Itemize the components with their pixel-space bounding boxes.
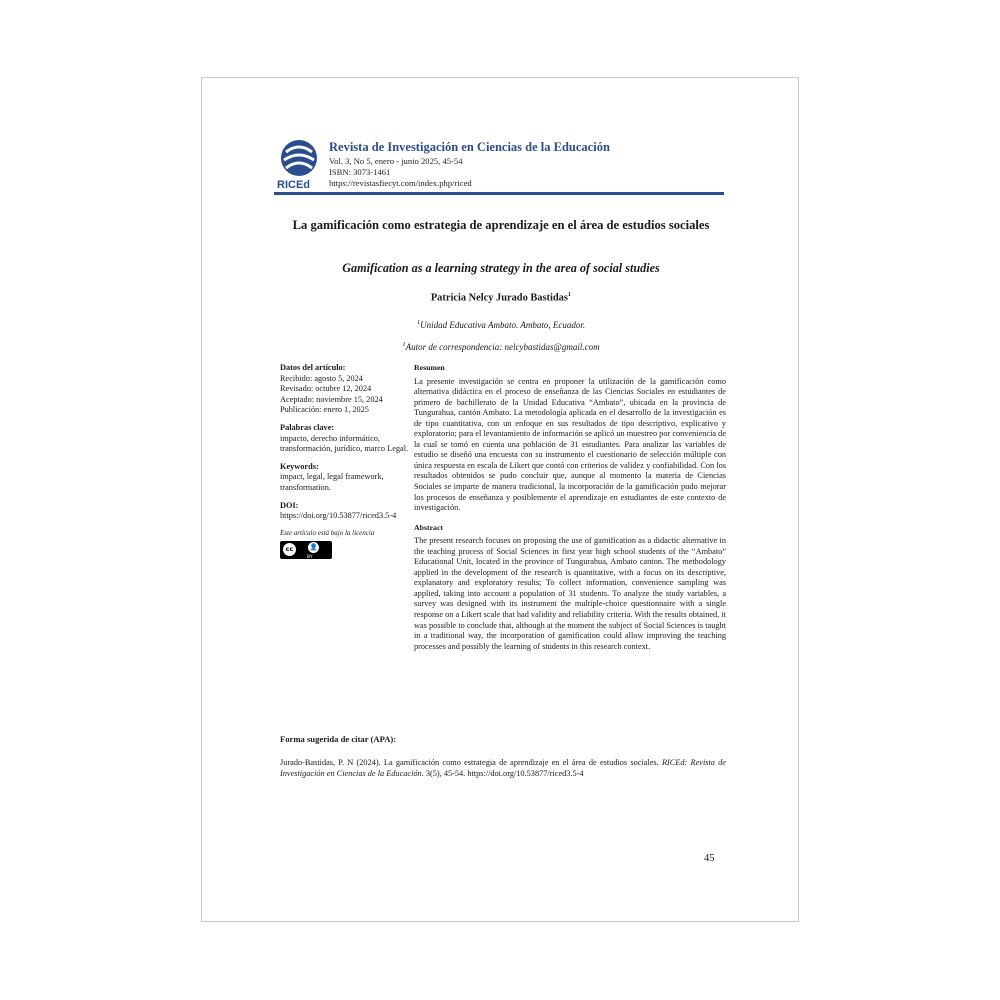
cc-by-license-badge[interactable] — [280, 541, 332, 559]
affiliation-superscript: 1 — [416, 319, 421, 326]
citation-heading: Forma sugerida de citar (APA): — [280, 734, 397, 744]
article-title-en: Gamification as a learning strategy in the area of social studies — [342, 261, 660, 275]
resumen-text: La presente investigación se centra en proponer la utilización de la gamificación como alternativa didáctica en el proceso de enseñanza de las Ciencias Sociales en estudiantes de primero de bachillerato de la Unidad Educativa “Ambato”, ubicada en la provincia de Tungurahua, cantón Ambato. La metodología aplicada en el desarrollo de la investigación es de tipo cuantitativa, con un enfoque en sus resultados de tipo descriptivo, explicativo y exploratorio; para el levantamiento de información se aplicó un muestreo por conveniencia de la cual se tomó en cuenta una población de 31 estudiantes. Para analizar las variables de estudio se diseñó una encuesta con su instrumento el cuestionario de selección múltiple con única respuesta en escala de Likert que contó con criterios de validez y confiabilidad. Con los resultados obtenidos se pudo concluir que, aunque al momento la materia de Ciencias Sociales se imparte de manera tradicional, la incorporación de la gamificación pudo mejorar los procesos de enseñanza y posiblemente el aprendizaje en estudiantes de este contexto de investigación. — [414, 376, 726, 513]
affiliation — [262, 319, 740, 330]
revised-date: Revisado: octubre 12, 2024 — [280, 384, 372, 394]
paper-page — [201, 77, 799, 922]
correspondence-superscript: 1 — [402, 341, 406, 348]
logo-text: RICEd — [277, 179, 310, 191]
author-name — [262, 291, 740, 303]
cc-icon: cc — [283, 543, 296, 556]
received-date: Recibido: agosto 5, 2024 — [280, 373, 363, 383]
correspondence-text: Autor de correspondencia: nelcybastidas@gmail.com — [405, 342, 600, 352]
affiliation-text: Unidad Educativa Ambato. Ambato, Ecuador. — [420, 320, 586, 330]
correspondence — [262, 341, 740, 352]
doi-link[interactable]: https://doi.org/10.53877/riced3.5-4 — [280, 511, 397, 521]
attribution-person-icon: 👤 — [309, 542, 318, 551]
doi-heading: DOI: — [280, 500, 299, 510]
keywords-en-heading: Keywords: — [280, 461, 319, 471]
citation-journal: RICEd: Revista de Investigación en Ciencias de la Educación. — [280, 758, 726, 778]
keywords-en: impact, legal, legal framework, transformation. — [280, 472, 384, 492]
article-data-heading: Datos del artículo: — [280, 363, 346, 372]
page-number: 45 — [704, 853, 715, 864]
published-date: Publicación: enero 1, 2025 — [280, 405, 369, 415]
citation-text — [280, 757, 726, 779]
abstract-heading: Abstract — [414, 522, 444, 532]
article-title-es: La gamificación como estrategia de aprendizaje en el área de estudios sociales — [292, 218, 710, 232]
journal-title: Revista de Investigación en Ciencias de la Educación — [329, 140, 610, 154]
header-rule — [274, 192, 724, 195]
abstracts-column — [414, 363, 726, 652]
journal-url[interactable]: https://revistasfiecyt.com/index.php/riced — [329, 178, 472, 188]
volume-line: Vol. 3, No 5, enero - junio 2025, 45-54 — [329, 156, 463, 166]
article-info-sidebar — [280, 363, 412, 559]
keywords-es: impacto, derecho informático, transformación, jurídico, marco Legal. — [280, 433, 409, 454]
abstract-text: The present research focuses on proposing the use of gamification as a didactic alternative in the teaching process of Social Sciences in first year high school students of the “Ambato” Educational Unit, located in the province of Tungurahua, Ambato canton. The methodology applied in the development of the research is quantitative, with a focus on its descriptive, explanatory and exploratory results; To collect information, convenience sampling was applied, taking into account a population of 31 students. To analyze the study variables, a survey was designed with its instrument the multiple-choice questionnaire with a single response on a Likert scale that had validity and reliability criteria. With the results obtained, it was possible to conclude that, although at the moment the subject of Social Sciences is taught in a traditional way, the incorporation of gamification could allow improving the teaching processes and possibly the learning of students in this research context. — [414, 536, 726, 651]
citation-part1: Jurado-Bastidas, P. N (2024). La gamificación como estrategia de aprendizaje en el área de estudios sociales. — [280, 758, 662, 767]
citation-part2: 3(5), 45-54. https://doi.org/10.53877/riced3.5-4 — [423, 769, 584, 778]
keywords-es-heading: Palabras clave: — [280, 422, 335, 432]
resumen-heading: Resumen — [414, 363, 445, 372]
by-label: BY — [307, 554, 313, 560]
riced-logo — [274, 138, 328, 192]
author-superscript: 1 — [567, 291, 572, 298]
author-name-text: Patricia Nelcy Jurado Bastidas — [430, 292, 568, 304]
isbn-line: ISBN: 3073-1461 — [329, 167, 391, 177]
accepted-date: Aceptado: noviembre 15, 2024 — [280, 394, 383, 404]
license-text: Este artículo está bajo la licencia — [280, 528, 375, 537]
